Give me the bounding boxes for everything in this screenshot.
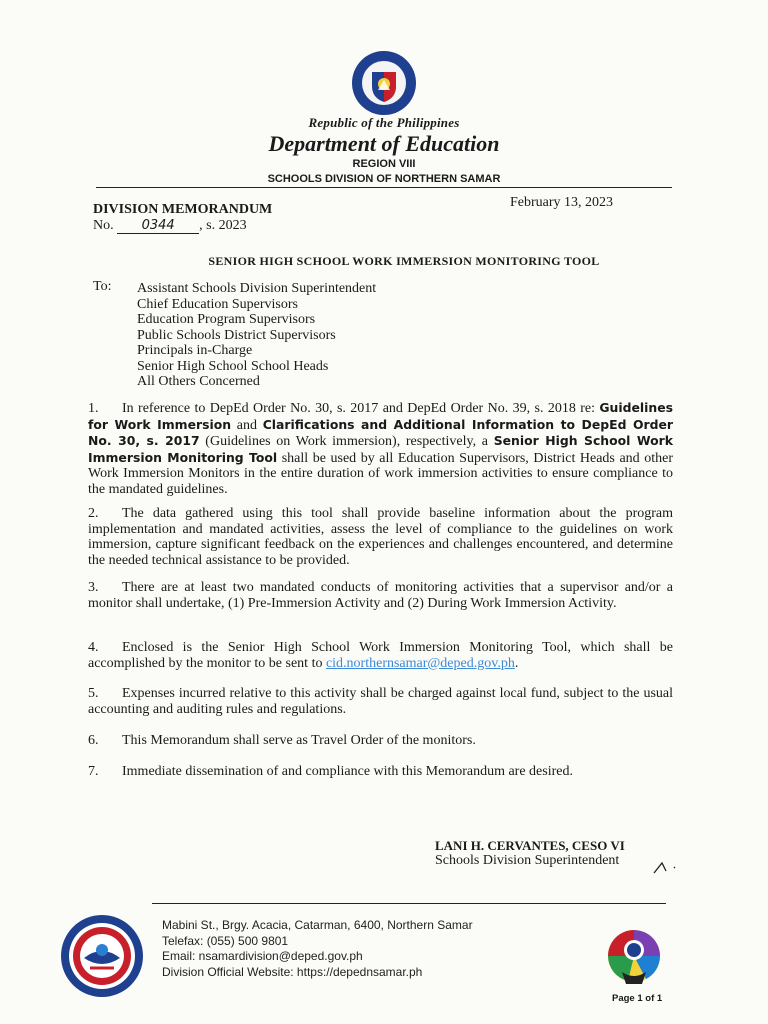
republic-heading: Republic of the Philippines [308, 115, 460, 130]
footer-contact [162, 918, 473, 980]
paragraph-number: 5. [88, 686, 99, 701]
recipient-item: Public Schools District Supervisors [137, 327, 336, 343]
recipient-item: Principals in-Charge [137, 343, 253, 358]
header-divider [96, 187, 672, 188]
bold-title: Guidelines for Work Immersion [88, 400, 673, 432]
recipient-item: All Others Concerned [137, 374, 260, 389]
memo-number-prefix: No. [93, 218, 114, 233]
paragraph-number: 1. [88, 401, 99, 416]
page-number: Page 1 of 1 [612, 993, 663, 1004]
paragraph-4 [88, 640, 673, 671]
memo-subject: SENIOR HIGH SCHOOL WORK IMMERSION MONITORING TOOL [208, 254, 600, 268]
paragraph-text: There are at least two mandated conducts of monitoring activities that a supervisor and/or a monitor shall undertake, (1) Pre-Immersion Activity and (2) During Work Immersion Activity. [88, 580, 673, 611]
memo-date: February 13, 2023 [510, 195, 614, 210]
deped-matatag-logo [600, 928, 668, 988]
deped-seal-logo [351, 50, 417, 116]
division-seal-logo [60, 914, 144, 998]
signatory-title: Schools Division Superintendent [435, 853, 620, 868]
region-heading: REGION VIII [352, 158, 416, 170]
paragraph-number: 7. [88, 764, 99, 779]
recipient-list [137, 281, 376, 390]
bold-title: Clarifications and Additional Information to DepEd Order No. 30, s. 2017 [88, 416, 673, 448]
footer-email: Email: nsamardivision@deped.gov.ph [162, 949, 363, 964]
paragraph-2 [88, 506, 673, 568]
paragraph-text: shall be used by all Education Supervisors, District Heads and other Work Immersion Monitors in the entire duration of work immersion activities to ensure compliance to the mandated guidelines. [88, 450, 673, 497]
paragraph-text: This Memorandum shall serve as Travel Order of the monitors. [122, 733, 476, 748]
paragraph-1 [88, 400, 673, 497]
paragraph-number: 2. [88, 506, 99, 521]
recipient-item: Education Program Supervisors [137, 312, 316, 327]
paragraph-5 [88, 686, 673, 717]
footer-divider [152, 903, 666, 904]
recipient-item: Assistant Schools Division Superintendent [137, 281, 377, 296]
paragraph-text: (Guidelines on Work immersion), respectively, a [199, 434, 494, 449]
paragraph-6 [88, 733, 673, 749]
recipient-item: Senior High School School Heads [137, 358, 329, 374]
memo-type: DIVISION MEMORANDUM [93, 202, 273, 217]
footer-address: Mabini St., Brgy. Acacia, Catarman, 6400, Northern Samar [162, 918, 473, 932]
department-heading: Department of Education [268, 131, 500, 156]
paragraph-text: In reference to DepEd Order No. 30, s. 2017 and DepEd Order No. 39, s. 2018 re: [122, 401, 600, 416]
paragraph-text: . [514, 655, 519, 671]
division-heading: SCHOOLS DIVISION OF NORTHERN SAMAR [267, 173, 501, 185]
memo-number [93, 218, 247, 234]
paragraph-text: Expenses incurred relative to this activity shall be charged against local fund, subject to the usual accounting and auditing rules and regulations. [88, 686, 673, 717]
footer-telefax: Telefax: (055) 500 9801 [162, 933, 289, 948]
paragraph-text: Immediate dissemination of and compliance with this Memorandum are desired. [122, 764, 573, 779]
recipient-item: Chief Education Supervisors [137, 296, 298, 312]
paragraph-text: Enclosed is the Senior High School Work Immersion Monitoring Tool, which shall be accomplished by the monitor to be sent to [88, 640, 673, 671]
footer-website: Division Official Website: https://depednsamar.ph [162, 964, 423, 979]
memo-number-value: 0344 [117, 218, 199, 234]
paragraph-text: The data gathered using this tool shall provide baseline information about the program implementation and mandated activities, assess the level of compliance to the guidelines on work immersion, capture significant feedback on the experiences and challenges encountered, and determine the needed technical assistance to be provided. [88, 506, 673, 568]
paragraph-number: 4. [88, 640, 99, 655]
to-label: To: [93, 279, 112, 294]
signatory-name: LANI H. CERVANTES, CESO VI [435, 838, 625, 853]
paragraph-7 [88, 764, 673, 780]
paragraph-number: 6. [88, 733, 99, 748]
memo-number-suffix: , s. 2023 [199, 218, 247, 233]
paragraph-3 [88, 580, 673, 611]
initial-mark-icon [652, 857, 682, 877]
paragraph-text: and [231, 417, 263, 433]
bold-title: Senior High School Work Immersion Monitoring Tool [88, 433, 673, 465]
paragraph-number: 3. [88, 580, 99, 595]
email-link[interactable]: cid.northernsamar@deped.gov.ph [325, 655, 515, 671]
